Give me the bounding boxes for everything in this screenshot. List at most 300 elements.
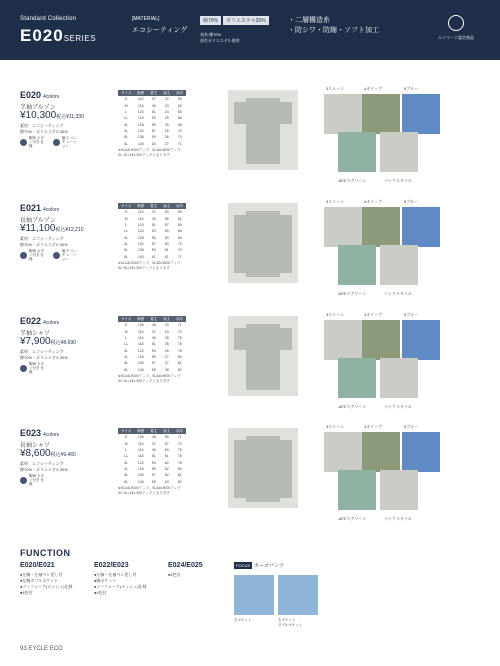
size-cell: 66	[177, 235, 182, 240]
size-cell: 51	[151, 342, 156, 347]
size-header-cell: 肩巾	[173, 203, 186, 209]
swatch-stone	[324, 320, 362, 360]
size-header-cell: 袖丈	[160, 203, 173, 209]
badge-icon	[20, 477, 27, 484]
garment-sleeve-right	[278, 102, 292, 124]
size-cell: 55	[151, 235, 156, 240]
size-cell: 62	[164, 473, 169, 478]
color-label-olive: 4オリーブ	[364, 424, 383, 429]
garment-body	[246, 324, 280, 390]
size-row	[118, 479, 186, 485]
cargo-name: カーゴパンツ	[254, 563, 285, 569]
feature-badge	[53, 249, 80, 261]
size-cell: 61	[164, 254, 169, 259]
size-cell: 62	[177, 216, 182, 221]
feature-badge	[20, 249, 47, 261]
pocket-photo-right-label-2: ダブルポケット	[278, 623, 303, 627]
back-style-label: バックスタイル	[384, 516, 412, 521]
size-cell: 120	[137, 222, 144, 227]
price-value: ¥7,900	[20, 336, 51, 347]
swatch-blue	[402, 432, 440, 472]
product-name: 長袖シャツ	[20, 443, 50, 449]
size-cell: 80	[177, 467, 182, 472]
price-tax: 税込¥11,330	[56, 114, 84, 120]
product-material-2: 綿70%・ポリエステル30%	[20, 129, 68, 134]
size-cell: 70	[177, 129, 182, 134]
size-cell: 136	[137, 135, 144, 140]
size-header-row	[118, 90, 186, 96]
size-cell: 70	[177, 242, 182, 247]
size-note	[118, 261, 180, 271]
badge-label: 脇下 ベンチ レーション	[62, 249, 77, 261]
product-material-1: 素材：エコシーティング	[20, 461, 64, 466]
size-cell: 136	[137, 367, 144, 372]
size-note-2: 5L~6Lは¥1,300アップとなります	[118, 153, 170, 157]
color-label-blue: 5ブルー	[404, 86, 419, 91]
size-cell: 57	[151, 361, 156, 366]
size-header-row	[118, 203, 186, 209]
size-cell: 6L	[124, 254, 129, 259]
product-name: 長袖ブルゾン	[20, 218, 56, 224]
material-percent	[200, 16, 271, 25]
color-label-olive: 4オリーブ	[364, 86, 383, 91]
price-tax: 税込¥9,460	[50, 452, 76, 458]
size-cell: 114	[137, 447, 144, 452]
size-cell: 130	[137, 361, 144, 366]
product-colors: 4colors	[43, 432, 60, 438]
size-cell: 55	[164, 435, 169, 440]
size-row	[118, 141, 186, 147]
size-header-cell: サイズ	[118, 203, 134, 209]
size-note-2: 5L~6Lは¥1,300アップとなります	[118, 266, 170, 270]
product-material	[20, 123, 68, 135]
price-tax: 税込¥12,210	[55, 227, 84, 233]
page-number: 93	[20, 646, 27, 652]
size-header-row	[118, 428, 186, 434]
size-cell: 47	[151, 329, 156, 334]
main-photo	[228, 90, 298, 170]
size-cell: 5L	[124, 473, 129, 478]
size-note	[118, 486, 180, 496]
size-header-cell: 袖丈	[160, 316, 173, 322]
size-cell: 45	[151, 435, 156, 440]
size-header-cell: 胸囲	[134, 428, 147, 434]
size-note-1: ※3L&4L¥300アップ、5L&6L¥600アップ	[118, 374, 181, 378]
size-cell: 47	[151, 441, 156, 446]
garment-body	[246, 211, 280, 277]
swatch-olive	[362, 94, 400, 134]
size-cell: 122	[137, 460, 144, 465]
size-row	[118, 367, 186, 373]
size-cell: L	[125, 222, 128, 227]
function-item: ●4色付	[94, 590, 107, 595]
product-material-1: 素材：エコシーティング	[20, 123, 64, 128]
badge-label: 帽章 ボタン付き 仕様	[29, 362, 44, 374]
product-colors: 4colors	[43, 320, 60, 326]
size-cell: 24	[164, 329, 169, 334]
size-header-cell: 袖丈	[160, 90, 173, 96]
size-cell: 71	[177, 141, 182, 146]
size-cell: 3L	[124, 348, 129, 353]
size-table	[118, 203, 186, 260]
size-header-cell: 着丈	[147, 316, 160, 322]
pocket-photo-left	[234, 575, 274, 615]
size-header-cell: 着丈	[147, 428, 160, 434]
size-cell: 61	[151, 254, 156, 259]
size-cell: 59	[151, 248, 156, 253]
product-colors: 4colors	[43, 207, 60, 213]
size-cell: 53	[151, 229, 156, 234]
size-cell: 124	[137, 116, 144, 121]
badge-label: 脇下 ベンチ レーション	[62, 136, 77, 148]
size-cell: 63	[164, 479, 169, 484]
size-cell: 49	[151, 103, 156, 108]
function-col-1-title: E020/E021	[20, 562, 55, 569]
size-cell: 78	[177, 342, 182, 347]
size-cell: 5L	[124, 135, 129, 140]
size-cell: 82	[177, 479, 182, 484]
size-cell: 4L	[124, 129, 129, 134]
size-cell: 61	[164, 454, 169, 459]
badge-icon	[20, 365, 27, 372]
color-label-olive: 4オリーブ	[364, 199, 383, 204]
function-col-1	[20, 562, 90, 596]
product-price	[20, 223, 83, 234]
size-cell: 70	[177, 135, 182, 140]
size-cell: 55	[151, 467, 156, 472]
size-cell: 60	[164, 242, 169, 247]
eco-mark-label: エコマーク認定商品	[438, 35, 474, 40]
size-header-cell: 着丈	[147, 90, 160, 96]
function-item: ●左胸・左袖ペン差し付	[94, 572, 137, 577]
size-note-1: ※3L&4L¥300アップ、5L&6L¥600アップ	[118, 148, 181, 152]
size-cell: 132	[137, 129, 144, 134]
size-cell: 57	[164, 222, 169, 227]
swatch-stone	[324, 94, 362, 134]
size-cell: 26	[164, 129, 169, 134]
size-cell: 110	[137, 329, 144, 334]
size-cell: 6L	[124, 141, 129, 146]
size-cell: 73	[177, 329, 182, 334]
series-suffix: SERIES	[63, 34, 97, 43]
size-header-cell: サイズ	[118, 90, 134, 96]
pocket-photo-left-label: 左ポケット	[234, 618, 252, 622]
size-header-cell: 袖丈	[160, 428, 173, 434]
feature-badge	[20, 362, 47, 374]
size-cell: 24	[164, 109, 169, 114]
product-material-2: 綿70%・ポリエステル30%	[20, 242, 68, 247]
size-note-2: 5L~6Lは¥1,300アップとなります	[118, 379, 170, 383]
main-photo	[228, 428, 298, 508]
swatch-olive	[362, 320, 400, 360]
size-header-cell: 肩巾	[173, 90, 186, 96]
size-cell: 65	[177, 222, 182, 227]
back-style-photo	[380, 358, 418, 398]
size-cell: 120	[137, 109, 144, 114]
size-cell: 59	[151, 479, 156, 484]
size-cell: 78	[177, 454, 182, 459]
swatch-moss	[338, 245, 376, 285]
size-cell: 80	[177, 355, 182, 360]
product-price	[20, 336, 76, 347]
size-cell: 53	[151, 116, 156, 121]
size-cell: 136	[137, 479, 144, 484]
size-cell: 3L	[124, 235, 129, 240]
garment-sleeve-left	[234, 215, 248, 273]
back-style-label: バックスタイル	[384, 178, 412, 183]
size-cell: L	[125, 109, 128, 114]
product-name: 半袖ブルゾン	[20, 105, 56, 111]
color-variants	[312, 424, 472, 538]
size-cell: 47	[151, 210, 156, 215]
garment-sleeve-right	[278, 440, 292, 498]
size-cell: 112	[137, 97, 144, 102]
pocket-photo-right-label	[278, 618, 302, 628]
size-cell: 6L	[124, 367, 129, 372]
product-code-text: E022	[20, 316, 42, 326]
size-cell: 49	[151, 447, 156, 452]
size-cell: 59	[151, 135, 156, 140]
size-cell: 57	[151, 129, 156, 134]
size-cell: 57	[151, 473, 156, 478]
badge-label: 帽章 ボタン付き 仕様	[29, 474, 44, 486]
size-header-cell: 胸囲	[134, 90, 147, 96]
size-cell: 51	[151, 222, 156, 227]
back-style-photo	[380, 132, 418, 172]
product-code-text: E023	[20, 428, 42, 438]
size-cell: 55	[151, 355, 156, 360]
size-cell: 136	[137, 248, 144, 253]
swatch-moss	[338, 470, 376, 510]
size-cell: 71	[177, 323, 182, 328]
color-label-moss: 18モスグリーン	[338, 291, 367, 296]
percent-poly: ポリエステル30%	[223, 16, 269, 25]
price-value: ¥10,300	[20, 110, 57, 121]
percent-cotton: 綿70%	[200, 16, 221, 25]
size-header-cell: 胸囲	[134, 316, 147, 322]
series-title	[20, 26, 96, 46]
feature-icons	[20, 474, 53, 486]
size-cell: S	[124, 435, 128, 440]
size-cell: 118	[137, 342, 144, 347]
size-cell: 57	[164, 441, 169, 446]
size-cell: M	[124, 441, 128, 446]
size-cell: 59	[177, 210, 182, 215]
size-cell: L	[125, 447, 128, 452]
product-material-2: 綿70%・ポリエステル30%	[20, 355, 68, 360]
size-header-cell: 着丈	[147, 203, 160, 209]
size-cell: 47	[151, 97, 156, 102]
size-cell: S	[124, 97, 128, 102]
size-table	[118, 316, 186, 373]
material-note-1: 表糸:綿70%	[200, 32, 222, 37]
size-cell: 23	[164, 323, 169, 328]
back-style-photo	[380, 245, 418, 285]
size-cell: S	[124, 210, 128, 215]
size-note	[118, 148, 180, 158]
color-variants	[312, 312, 472, 426]
size-cell: 57	[151, 242, 156, 247]
size-note-1: ※3L&4L¥300アップ、5L&6L¥600アップ	[118, 486, 181, 490]
size-cell: 75	[177, 447, 182, 452]
size-cell: 49	[151, 216, 156, 221]
size-cell: 25	[164, 335, 169, 340]
size-cell: 70	[177, 248, 182, 253]
size-cell: 112	[137, 210, 144, 215]
feature-icons	[20, 249, 86, 261]
vent-icon	[53, 139, 60, 146]
collection-label: Standard Collection	[20, 16, 77, 22]
size-cell: 22	[164, 97, 169, 102]
swatch-olive	[362, 207, 400, 247]
size-cell: 59	[164, 447, 169, 452]
size-cell: M	[124, 329, 128, 334]
function-item: ●ノーフォーク(メッシュ)仕様	[94, 584, 147, 589]
swatch-blue	[402, 207, 440, 247]
size-cell: 140	[137, 254, 144, 259]
size-cell: 4L	[124, 242, 129, 247]
size-cell: 62	[164, 460, 169, 465]
feature-badge	[53, 136, 80, 148]
product-colors: 4colors	[43, 94, 60, 100]
size-table	[118, 90, 186, 147]
material-note-2: 再生ポリエステル使用	[200, 38, 240, 43]
size-cell: 5L	[124, 361, 129, 366]
size-cell: LL	[124, 454, 129, 459]
function-item: ●ノーフォーク(メッシュ)仕様	[20, 584, 73, 589]
size-cell: 61	[164, 248, 169, 253]
badge-label: 帽章 ボタン付き 仕様	[29, 249, 44, 261]
size-cell: 27	[164, 355, 169, 360]
size-cell: 59	[177, 97, 182, 102]
function-col-2	[94, 562, 164, 596]
back-style-label: バックスタイル	[384, 404, 412, 409]
size-cell: 63	[151, 141, 156, 146]
color-variants	[312, 199, 472, 313]
size-table	[118, 428, 186, 485]
color-label-moss: 18モスグリーン	[338, 516, 367, 521]
size-cell: 106	[137, 435, 144, 440]
swatch-stone	[324, 432, 362, 472]
size-header-cell: サイズ	[118, 428, 134, 434]
color-label-moss: 18モスグリーン	[338, 178, 367, 183]
size-note-1: ※3L&4L¥300アップ、5L&6L¥600アップ	[118, 261, 181, 265]
series-code: E020	[20, 26, 64, 45]
size-cell: 3L	[124, 122, 129, 127]
swatch-blue	[402, 94, 440, 134]
badge-icon	[20, 139, 27, 146]
size-cell: 59	[151, 367, 156, 372]
size-cell: 82	[177, 367, 182, 372]
size-cell: 81	[177, 361, 182, 366]
vent-icon	[53, 252, 60, 259]
size-note	[118, 374, 180, 384]
size-cell: 62	[164, 467, 169, 472]
color-label-stone: 3ストーン	[326, 86, 345, 91]
product-material	[20, 461, 68, 473]
size-cell: 130	[137, 473, 144, 478]
garment-sleeve-left	[234, 102, 248, 124]
size-cell: 124	[137, 229, 144, 234]
function-item: ●胸ポケット	[94, 578, 117, 583]
feature-icons	[20, 362, 53, 374]
eco-mark-icon	[448, 15, 464, 31]
color-label-blue: 5ブルー	[404, 312, 419, 317]
color-label-olive: 4オリーブ	[364, 312, 383, 317]
function-col-3-title: E024/E025	[168, 562, 203, 569]
feature-list	[288, 16, 379, 36]
feature-badge	[20, 474, 47, 486]
size-cell: 5L	[124, 248, 129, 253]
size-cell: M	[124, 216, 128, 221]
size-header-cell: 肩巾	[173, 428, 186, 434]
color-label-blue: 5ブルー	[404, 424, 419, 429]
size-cell: 62	[177, 103, 182, 108]
size-cell: 68	[177, 116, 182, 121]
material-label: [MATERIAL]	[132, 16, 160, 22]
size-cell: 73	[177, 441, 182, 446]
page-header	[0, 0, 500, 60]
color-label-moss: 18モスグリーン	[338, 404, 367, 409]
main-photo	[228, 316, 298, 396]
size-cell: 25	[164, 122, 169, 127]
color-label-stone: 3ストーン	[326, 199, 345, 204]
back-style-label: バックスタイル	[384, 291, 412, 296]
size-cell: 3L	[124, 460, 129, 465]
size-header-cell: サイズ	[118, 316, 134, 322]
garment-sleeve-left	[234, 440, 248, 498]
size-cell: 4L	[124, 355, 129, 360]
size-cell: 126	[137, 355, 144, 360]
size-cell: 78	[177, 348, 182, 353]
size-cell: 23	[164, 103, 169, 108]
size-cell: 53	[164, 210, 169, 215]
price-value: ¥8,600	[20, 448, 51, 459]
size-cell: 118	[137, 454, 144, 459]
swatch-stone	[324, 207, 362, 247]
size-cell: 132	[137, 242, 144, 247]
size-cell: S	[124, 323, 128, 328]
swatch-moss	[338, 358, 376, 398]
function-title: FUNCTION	[20, 548, 71, 558]
size-cell: 27	[164, 361, 169, 366]
size-cell: 45	[151, 323, 156, 328]
product-code	[20, 316, 59, 326]
pocket-photo-right-label-1: 右ポケット	[278, 618, 296, 622]
swatch-moss	[338, 132, 376, 172]
size-cell: 55	[151, 122, 156, 127]
function-item: ●左胸・左袖ペン差し付	[20, 572, 63, 577]
badge-icon	[20, 252, 27, 259]
size-header-row	[118, 316, 186, 322]
product-material-1: 素材：エコシーティング	[20, 349, 64, 354]
product-material-1: 素材：エコシーティング	[20, 236, 64, 241]
size-cell: M	[124, 103, 128, 108]
size-cell: 26	[164, 135, 169, 140]
size-cell: 128	[137, 235, 144, 240]
size-cell: 25	[164, 116, 169, 121]
size-cell: 116	[137, 216, 144, 221]
size-cell: 122	[137, 348, 144, 353]
size-cell: L	[125, 335, 128, 340]
size-cell: 65	[177, 109, 182, 114]
size-cell: 128	[137, 122, 144, 127]
product-price	[20, 448, 76, 459]
size-row	[118, 254, 186, 260]
color-variants	[312, 86, 472, 200]
garment-sleeve-right	[278, 328, 292, 350]
size-note-2: 5L~6Lは¥1,300アップとなります	[118, 491, 170, 495]
